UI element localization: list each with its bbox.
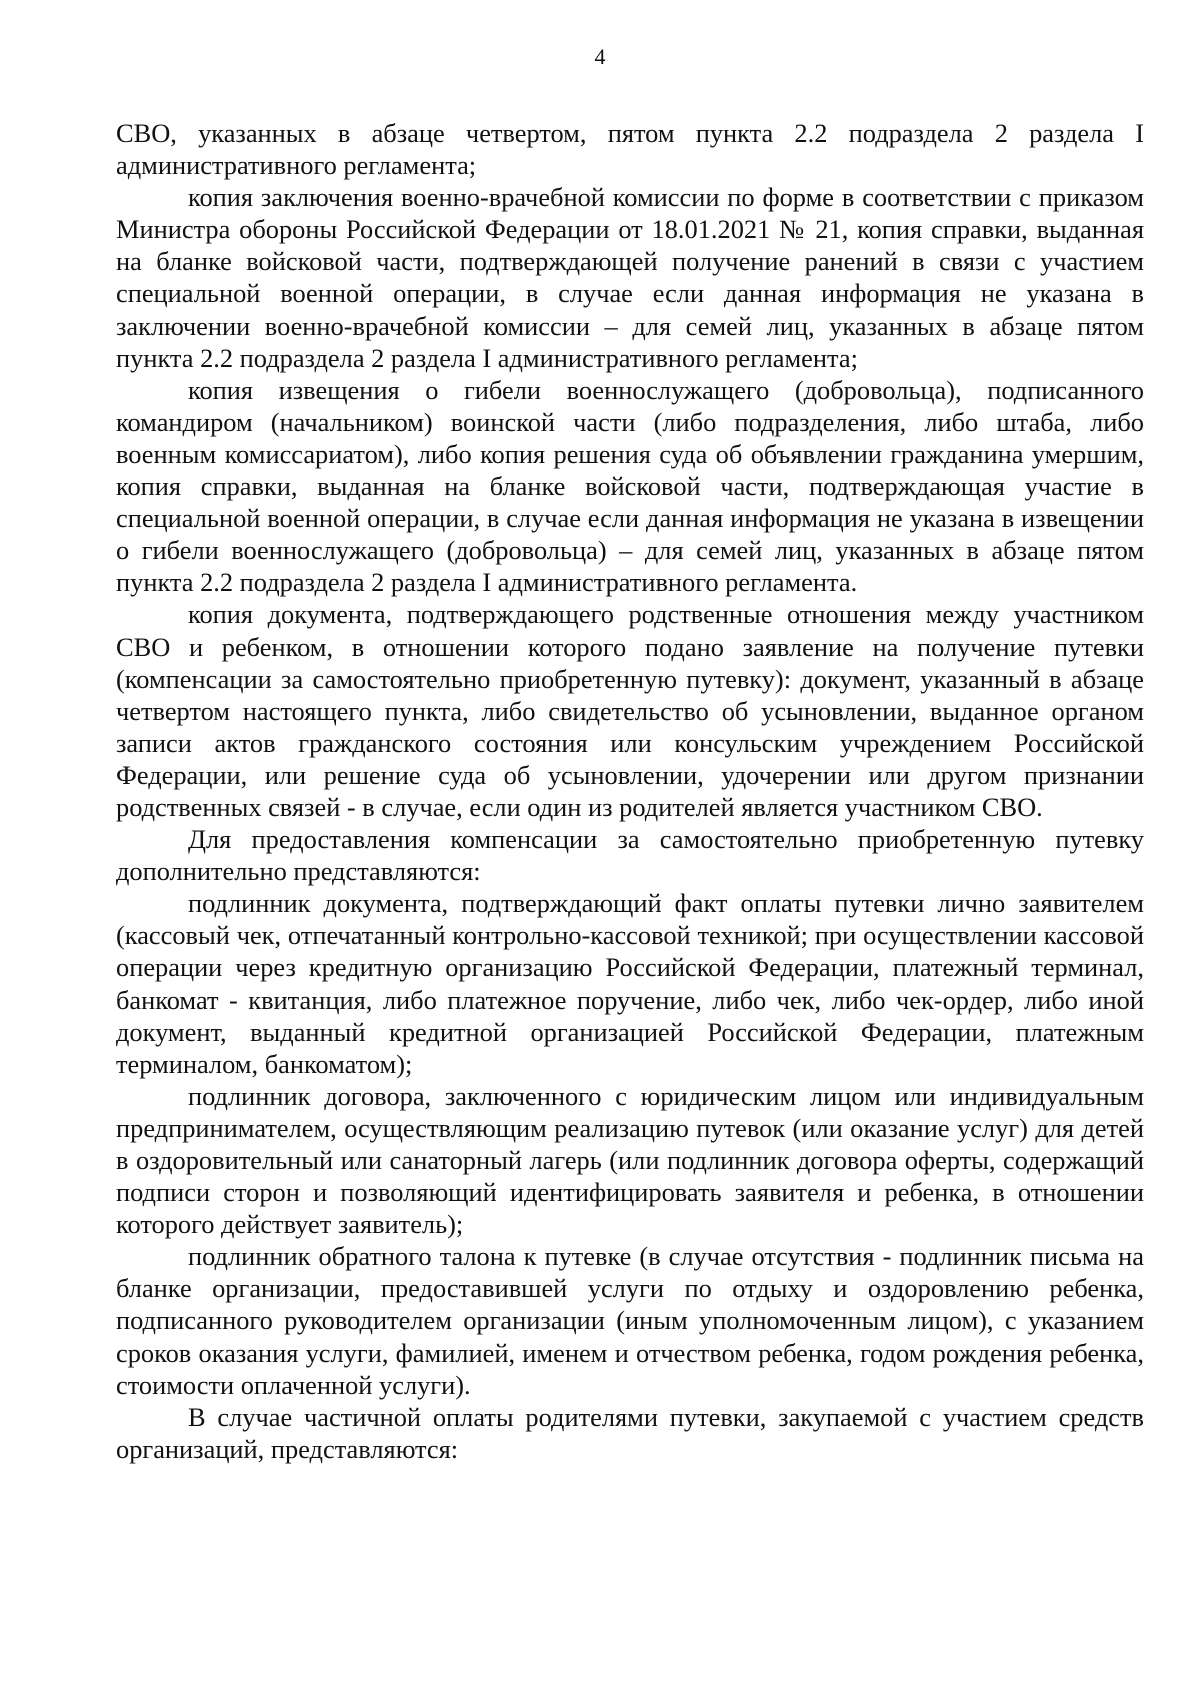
paragraph-return-coupon: подлинник обратного талона к путевке (в случае отсутствия - подлинник письма на бланке организации, предоставившей услуги по отдыху и оздоровлению ребенка, подписанного руководителем организации (иным уполномоченным лицом), с указанием сроков оказания услуги, фамилией, именем и отчеством ребенка, годом рождения ребенка, стоимости оплаченной услуги).: [116, 1241, 1144, 1400]
paragraph-death-notice: копия извещения о гибели военнослужащего (добровольца), подписанного командиром (начальником) воинской части (либо подразделения, либо штаба, либо военным комиссариатом), либо копия решения суда об объявлении гражданина умершим, копия справки, выданная на бланке войсковой части, подтверждающая участие в специальной военной операции, в случае если данная информация не указана в извещении о гибели военнослужащего (добровольца) – для семей лиц, указанных в абзаце пятом пункта 2.2 подраздела 2 раздела I административного регламента.: [116, 374, 1144, 598]
paragraph-kinship-document: копия документа, подтверждающего родственные отношения между участником СВО и ребенком, в отношении которого подано заявление на получение путевки (компенсации за самостоятельно приобретенную путевку): документ, указанный в абзаце четвертом настоящего пункта, либо свидетельство об усыновлении, выданное органом записи актов гражданского состояния или консульским учреждением Российской Федерации, или решение суда об усыновлении, удочерении или другом признании родственных связей - в случае, если один из родителей является участником СВО.: [116, 599, 1144, 822]
paragraph-partial-payment: В случае частичной оплаты родителями путевки, закупаемой с участием средств организаций, представляются:: [116, 1401, 1144, 1464]
paragraph-contract: подлинник договора, заключенного с юридическим лицом или индивидуальным предпринимателем, осуществляющим реализацию путевок (или оказание услуг) для детей в оздоровительный или санаторный лагерь (или подлинник договора оферты, содержащий подписи сторон и позволяющий идентифицировать заявителя и ребенка, в отношении которого действует заявитель);: [116, 1080, 1144, 1240]
paragraph-payment-proof: подлинник документа, подтверждающий факт оплаты путевки лично заявителем (кассовый чек, отпечатанный контрольно-кассовой техникой; при осуществлении кассовой операции через кредитную организацию Российской Федерации, платежный терминал, банкомат - квитанция, либо платежное поручение, либо чек, либо чек-ордер, либо иной документ, выданный кредитной организацией Российской Федерации, платежным терминалом, банкоматом);: [116, 888, 1144, 1079]
page-number: 4: [594, 44, 606, 69]
document-body: [116, 117, 1144, 1465]
paragraph-vvk-conclusion: копия заключения военно-врачебной комиссии по форме в соответствии с приказом Министра обороны Российской Федерации от 18.01.2021 № 21, копия справки, выданная на бланке войсковой части, подтверждающей получение ранений в связи с участием специальной военной операции, в случае если данная информация не указана в заключении военно-врачебной комиссии – для семей лиц, указанных в абзаце пятом пункта 2.2 подраздела 2 раздела I административного регламента;: [116, 182, 1144, 373]
paragraph-compensation-intro: Для предоставления компенсации за самостоятельно приобретенную путевку дополнительно представляются:: [116, 824, 1144, 887]
paragraph-continuation: СВО, указанных в абзаце четвертом, пятом пункта 2.2 подраздела 2 раздела I административного регламента;: [116, 118, 1144, 181]
